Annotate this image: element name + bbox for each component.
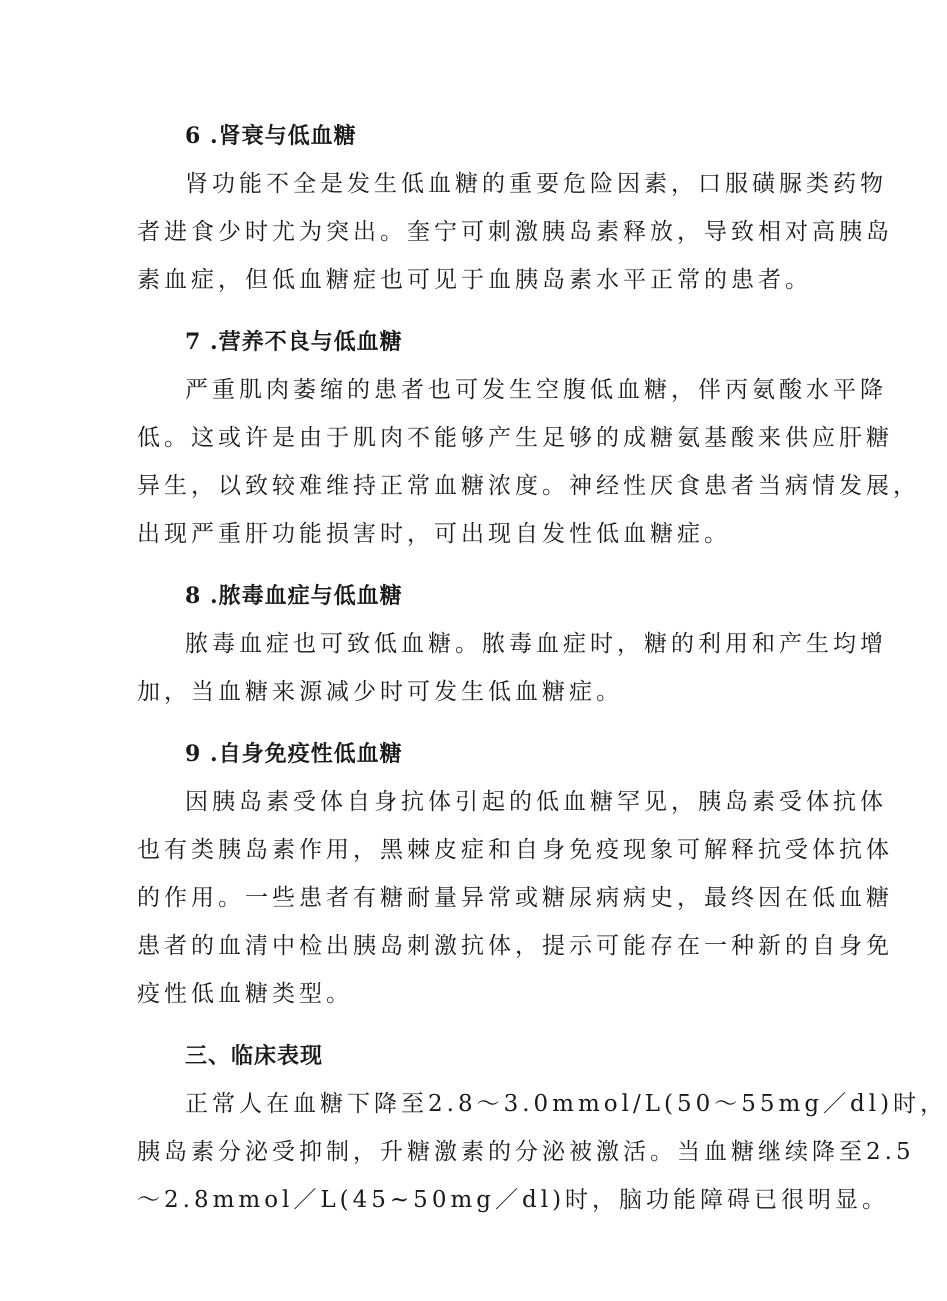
paragraph-line: 脓毒血症也可致低血糖。脓毒血症时，糖的利用和产生均增 xyxy=(185,631,887,657)
paragraph-line: 加，当血糖来源减少时可发生低血糖症。 xyxy=(137,679,623,705)
paragraph-line: 出现严重肝功能损害时，可出现自发性低血糖症。 xyxy=(137,521,731,547)
paragraph-line: 低。这或许是由于肌肉不能够产生足够的成糖氨基酸来供应肝糖 xyxy=(137,425,893,451)
paragraph-line: 者进食少时尤为突出。奎宁可刺激胰岛素释放，导致相对高胰岛 xyxy=(137,219,893,245)
paragraph xyxy=(137,366,920,558)
paragraph xyxy=(137,778,893,1018)
section-heading: 7 .营养不良与低血糖 xyxy=(185,329,403,355)
paragraph-line: 胰岛素分泌受抑制，升糖激素的分泌被激活。当血糖继续降至2.5 xyxy=(137,1139,915,1165)
section-heading: 三、临床表现 xyxy=(185,1043,324,1069)
paragraph xyxy=(137,620,887,716)
section-heading: 6 .肾衰与低血糖 xyxy=(185,123,357,149)
paragraph-line: 也有类胰岛素作用，黑棘皮症和自身免疫现象可解释抗受体抗体 xyxy=(137,837,893,863)
paragraph xyxy=(137,1080,947,1224)
paragraph-line: 异生，以致较难维持正常血糖浓度。神经性厌食患者当病情发展， xyxy=(137,473,920,499)
paragraph-line: 的作用。一些患者有糖耐量异常或糖尿病病史，最终因在低血糖 xyxy=(137,885,893,911)
paragraph-line: 正常人在血糖下降至2.8～3.0mmol/L(50～55mg／dl)时， xyxy=(185,1091,947,1117)
paragraph-line: ～2.8mmol／L(45~50mg／dl)时，脑功能障碍已很明显。 xyxy=(137,1187,890,1213)
paragraph-line: 疫性低血糖类型。 xyxy=(137,981,353,1007)
section-heading: 9 .自身免疫性低血糖 xyxy=(185,741,403,767)
paragraph-line: 患者的血清中检出胰岛刺激抗体，提示可能存在一种新的自身免 xyxy=(137,933,893,959)
document-body xyxy=(137,112,947,1224)
paragraph xyxy=(137,160,893,304)
paragraph-line: 肾功能不全是发生低血糖的重要危险因素，口服磺脲类药物 xyxy=(185,171,887,197)
paragraph-line: 严重肌肉萎缩的患者也可发生空腹低血糖，伴丙氨酸水平降 xyxy=(185,377,887,403)
paragraph-line: 因胰岛素受体自身抗体引起的低血糖罕见，胰岛素受体抗体 xyxy=(185,789,887,815)
paragraph-line: 素血症，但低血糖症也可见于血胰岛素水平正常的患者。 xyxy=(137,267,812,293)
section-heading: 8 .脓毒血症与低血糖 xyxy=(185,583,403,609)
